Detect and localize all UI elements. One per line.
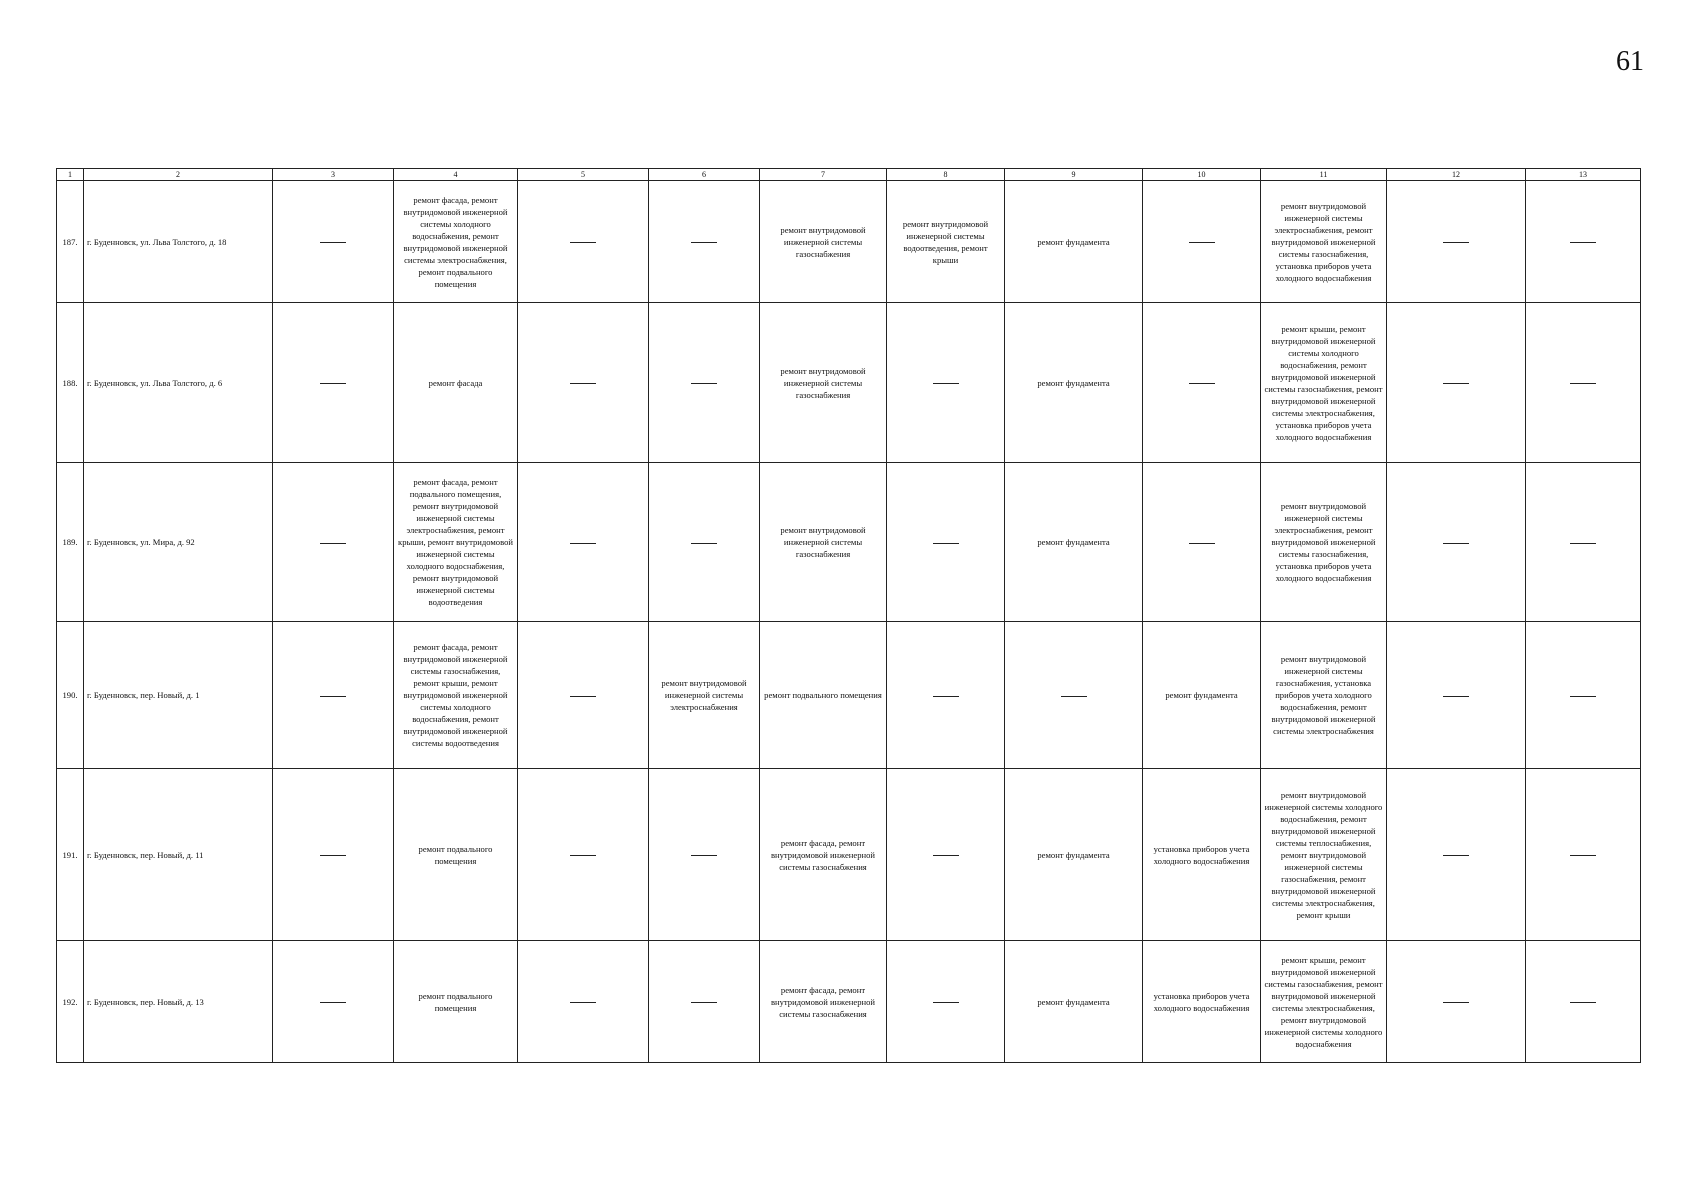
table-row xyxy=(57,622,1641,769)
work-type-cell xyxy=(1143,941,1261,1063)
work-type-cell xyxy=(1005,769,1143,941)
work-type-text: ремонт внутридомовой инженерной системы электроснабжения, ремонт внутридомовой инженерной системы газоснабжения, установка приборов учета холодного водоснабжения xyxy=(1271,200,1376,283)
work-type-text: ремонт фундамента xyxy=(1037,996,1110,1007)
empty-dash-cell xyxy=(887,463,1005,622)
row-number: 189. xyxy=(57,463,84,622)
column-header: 11 xyxy=(1261,169,1387,181)
work-type-cell xyxy=(1005,181,1143,303)
dash-mark xyxy=(1189,543,1215,544)
empty-dash-cell xyxy=(1526,769,1641,941)
row-number: 192. xyxy=(57,941,84,1063)
work-type-cell xyxy=(760,622,887,769)
work-type-text: ремонт внутридомовой инженерной системы газоснабжения xyxy=(780,525,866,559)
empty-dash-cell xyxy=(273,622,394,769)
work-type-text: ремонт подвального помещения xyxy=(418,843,493,866)
work-type-text: ремонт фасада, ремонт внутридомовой инженерной системы газоснабжения xyxy=(770,984,876,1019)
dash-mark xyxy=(691,383,717,384)
dash-mark xyxy=(1570,543,1596,544)
work-type-cell xyxy=(394,463,518,622)
table-body xyxy=(57,181,1641,1063)
table-row xyxy=(57,463,1641,622)
work-type-cell xyxy=(394,303,518,463)
empty-dash-cell xyxy=(649,769,760,941)
empty-dash-cell xyxy=(518,769,649,941)
dash-mark xyxy=(1570,1002,1596,1003)
row-number: 191. xyxy=(57,769,84,941)
column-header: 2 xyxy=(84,169,273,181)
dash-mark xyxy=(933,855,959,856)
empty-dash-cell xyxy=(887,303,1005,463)
empty-dash-cell xyxy=(518,181,649,303)
dash-mark xyxy=(1189,383,1215,384)
work-type-cell xyxy=(760,181,887,303)
work-type-cell xyxy=(394,769,518,941)
work-type-text: ремонт подвального помещения xyxy=(418,990,493,1013)
work-type-text: ремонт внутридомовой инженерной системы газоснабжения xyxy=(780,224,866,259)
work-type-text: ремонт фундамента xyxy=(1037,236,1110,247)
work-type-text: ремонт подвального помещения xyxy=(764,690,882,700)
empty-dash-cell xyxy=(887,622,1005,769)
work-type-cell xyxy=(1261,769,1387,941)
empty-dash-cell xyxy=(1387,622,1526,769)
work-type-cell xyxy=(394,941,518,1063)
dash-mark xyxy=(570,1002,596,1003)
table-row xyxy=(57,769,1641,941)
row-number: 188. xyxy=(57,303,84,463)
work-type-cell xyxy=(760,941,887,1063)
dash-mark xyxy=(320,1002,346,1003)
dash-mark xyxy=(1570,242,1596,243)
work-type-cell xyxy=(1005,941,1143,1063)
empty-dash-cell xyxy=(1387,941,1526,1063)
work-type-text: ремонт внутридомовой инженерной системы газоснабжения, установка приборов учета холодного водоснабжения, ремонт внутридомовой инженерной системы электроснабжения xyxy=(1271,654,1376,736)
work-type-text: установка приборов учета холодного водоснабжения xyxy=(1153,843,1250,866)
empty-dash-cell xyxy=(273,181,394,303)
dash-mark xyxy=(691,855,717,856)
empty-dash-cell xyxy=(273,303,394,463)
empty-dash-cell xyxy=(649,941,760,1063)
empty-dash-cell xyxy=(518,463,649,622)
empty-dash-cell xyxy=(887,941,1005,1063)
empty-dash-cell xyxy=(649,181,760,303)
dash-mark xyxy=(691,543,717,544)
column-header: 8 xyxy=(887,169,1005,181)
table-row xyxy=(57,181,1641,303)
empty-dash-cell xyxy=(518,622,649,769)
work-type-text: ремонт фасада xyxy=(428,377,483,388)
empty-dash-cell xyxy=(273,941,394,1063)
column-header: 6 xyxy=(649,169,760,181)
work-type-text: ремонт внутридомовой инженерной системы электроснабжения xyxy=(661,678,747,712)
header-row xyxy=(57,169,1641,181)
address-cell: г. Буденновск, пер. Новый, д. 13 xyxy=(84,941,273,1063)
dash-mark xyxy=(1570,696,1596,697)
address-cell: г. Буденновск, пер. Новый, д. 11 xyxy=(84,769,273,941)
empty-dash-cell xyxy=(1143,463,1261,622)
work-type-cell xyxy=(649,622,760,769)
work-type-cell xyxy=(1005,463,1143,622)
dash-mark xyxy=(691,242,717,243)
work-type-text: ремонт фундамента xyxy=(1165,690,1238,700)
dash-mark xyxy=(1570,383,1596,384)
table-row xyxy=(57,941,1641,1063)
work-type-text: ремонт фундамента xyxy=(1037,377,1110,388)
dash-mark xyxy=(570,242,596,243)
dash-mark xyxy=(1570,855,1596,856)
column-header: 3 xyxy=(273,169,394,181)
work-type-cell xyxy=(1143,769,1261,941)
address-cell: г. Буденновск, ул. Льва Толстого, д. 18 xyxy=(84,181,273,303)
column-header: 5 xyxy=(518,169,649,181)
address-cell: г. Буденновск, ул. Льва Толстого, д. 6 xyxy=(84,303,273,463)
dash-mark xyxy=(570,543,596,544)
column-header: 1 xyxy=(57,169,84,181)
page-number: 61 xyxy=(1616,46,1644,77)
dash-mark xyxy=(933,1002,959,1003)
dash-mark xyxy=(1061,696,1087,697)
column-header: 7 xyxy=(760,169,887,181)
work-type-cell xyxy=(887,181,1005,303)
column-header: 12 xyxy=(1387,169,1526,181)
empty-dash-cell xyxy=(518,941,649,1063)
empty-dash-cell xyxy=(1526,303,1641,463)
dash-mark xyxy=(320,383,346,384)
empty-dash-cell xyxy=(649,463,760,622)
empty-dash-cell xyxy=(1387,303,1526,463)
work-type-text: ремонт крыши, ремонт внутридомовой инженерной системы газоснабжения, ремонт внутридомовой инженерной системы электроснабжения, ремонт внутридомовой инженерной системы холодного водоснабжения xyxy=(1264,954,1383,1049)
repair-schedule-table xyxy=(56,168,1641,1063)
empty-dash-cell xyxy=(1526,622,1641,769)
empty-dash-cell xyxy=(1526,941,1641,1063)
work-type-text: ремонт внутридомовой инженерной системы холодного водоснабжения, ремонт внутридомовой инженерной системы теплоснабжения, ремонт внутридомовой инженерной системы газоснабжения, ремонт внутридомовой инженерной системы электроснабжения, ремонт крыши xyxy=(1264,789,1383,920)
dash-mark xyxy=(691,1002,717,1003)
work-type-text: ремонт внутридомовой инженерной системы газоснабжения xyxy=(780,365,866,400)
dash-mark xyxy=(320,543,346,544)
column-header: 9 xyxy=(1005,169,1143,181)
dash-mark xyxy=(1443,855,1469,856)
work-type-cell xyxy=(1261,622,1387,769)
work-type-cell xyxy=(760,463,887,622)
work-type-cell xyxy=(1005,303,1143,463)
dash-mark xyxy=(933,696,959,697)
work-type-text: ремонт внутридомовой инженерной системы водоотведения, ремонт крыши xyxy=(902,218,989,265)
work-type-cell xyxy=(1261,181,1387,303)
empty-dash-cell xyxy=(1387,769,1526,941)
work-type-text: ремонт крыши, ремонт внутридомовой инженерной системы холодного водоснабжения, ремонт внутридомовой инженерной системы газоснабжения, ремонт внутридомовой инженерной системы электроснабжения, установка приборов учета холодного водоснабжения xyxy=(1264,323,1383,442)
dash-mark xyxy=(1443,543,1469,544)
empty-dash-cell xyxy=(1526,463,1641,622)
empty-dash-cell xyxy=(887,769,1005,941)
column-header: 10 xyxy=(1143,169,1261,181)
empty-dash-cell xyxy=(1526,181,1641,303)
work-type-cell xyxy=(1261,463,1387,622)
work-type-text: ремонт фасада, ремонт подвального помещения, ремонт внутридомовой инженерной системы электроснабжения, ремонт крыши, ремонт внутридомовой инженерной системы холодного водоснабжения, ремонт внутридомовой инженерной системы водоотведения xyxy=(398,477,513,607)
empty-dash-cell xyxy=(1143,181,1261,303)
empty-dash-cell xyxy=(1005,622,1143,769)
row-number: 190. xyxy=(57,622,84,769)
dash-mark xyxy=(1443,383,1469,384)
dash-mark xyxy=(320,242,346,243)
empty-dash-cell xyxy=(649,303,760,463)
work-type-cell xyxy=(1143,622,1261,769)
work-type-text: ремонт фундамента xyxy=(1037,849,1110,860)
work-type-cell xyxy=(1261,941,1387,1063)
work-type-text: ремонт фасада, ремонт внутридомовой инженерной системы газоснабжения xyxy=(770,837,876,872)
work-type-text: установка приборов учета холодного водоснабжения xyxy=(1153,990,1250,1013)
work-type-cell xyxy=(394,622,518,769)
dash-mark xyxy=(933,383,959,384)
empty-dash-cell xyxy=(1387,181,1526,303)
column-header: 13 xyxy=(1526,169,1641,181)
table-row xyxy=(57,303,1641,463)
dash-mark xyxy=(570,383,596,384)
dash-mark xyxy=(570,855,596,856)
work-type-cell xyxy=(760,769,887,941)
empty-dash-cell xyxy=(273,463,394,622)
work-type-cell xyxy=(760,303,887,463)
empty-dash-cell xyxy=(1143,303,1261,463)
work-type-cell xyxy=(1261,303,1387,463)
dash-mark xyxy=(1189,242,1215,243)
empty-dash-cell xyxy=(518,303,649,463)
address-cell: г. Буденновск, пер. Новый, д. 1 xyxy=(84,622,273,769)
work-type-cell xyxy=(394,181,518,303)
work-type-text: ремонт фасада, ремонт внутридомовой инженерной системы газоснабжения, ремонт крыши, ремонт внутридомовой инженерной системы холодного водоснабжения, ремонт внутридомовой инженерной системы водоотведения xyxy=(403,642,508,748)
work-type-text: ремонт внутридомовой инженерной системы электроснабжения, ремонт внутридомовой инженерной системы газоснабжения, установка приборов учета холодного водоснабжения xyxy=(1271,501,1376,583)
work-type-text: ремонт фундамента xyxy=(1037,537,1110,547)
empty-dash-cell xyxy=(273,769,394,941)
address-cell: г. Буденновск, ул. Мира, д. 92 xyxy=(84,463,273,622)
empty-dash-cell xyxy=(1387,463,1526,622)
dash-mark xyxy=(1443,696,1469,697)
dash-mark xyxy=(320,855,346,856)
dash-mark xyxy=(1443,1002,1469,1003)
work-type-text: ремонт фасада, ремонт внутридомовой инженерной системы холодного водоснабжения, ремонт внутридомовой инженерной системы электроснабжения, ремонт подвального помещения xyxy=(403,194,508,289)
dash-mark xyxy=(933,543,959,544)
dash-mark xyxy=(320,696,346,697)
column-header: 4 xyxy=(394,169,518,181)
dash-mark xyxy=(1443,242,1469,243)
row-number: 187. xyxy=(57,181,84,303)
dash-mark xyxy=(570,696,596,697)
